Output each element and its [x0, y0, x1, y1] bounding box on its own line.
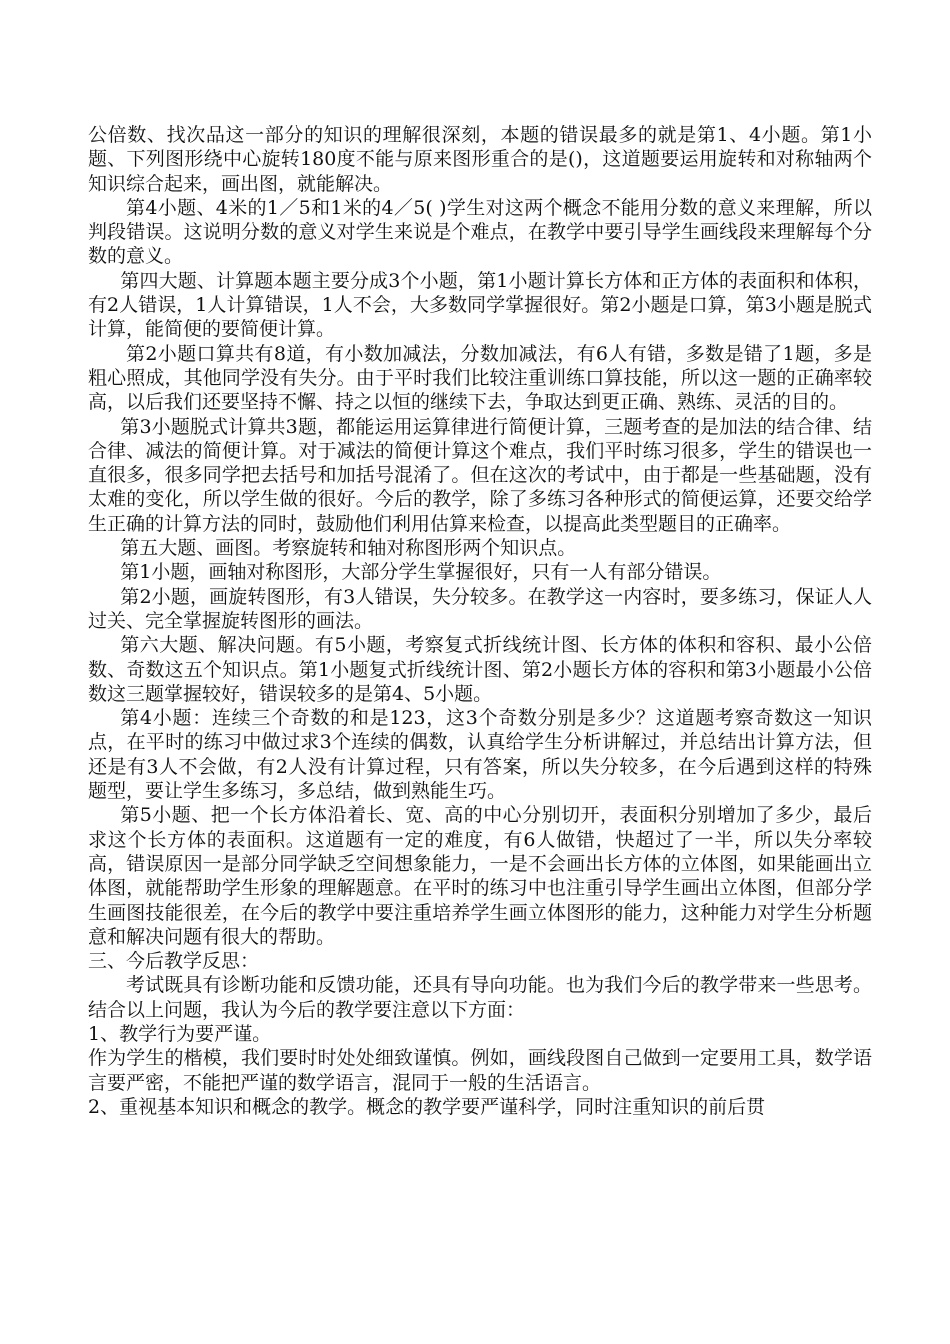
paragraph-3: 第四大题、计算题本题主要分成3个小题，第1小题计算长方体和正方体的表面积和体积，有2人错误，1人计算错误，1人不会，大多数同学掌握很好。第2小题是口算，第3小题是脱式计算，能简便的要简便计算。 [88, 269, 872, 341]
paragraph-4: 第2小题口算共有8道，有小数加减法，分数加减法，有6人有错，多数是错了1题，多是粗心照成，其他同学没有失分。由于平时我们比较注重训练口算技能，所以这一题的正确率较高，以后我们还要坚持不懈、持之以恒的继续下去，争取达到更正确、熟练、灵活的目的。 [88, 342, 872, 414]
paragraph-15: 作为学生的楷模，我们要时时处处细致谨慎。例如，画线段图自己做到一定要用工具，数学语言要严密，不能把严谨的数学语言，混同于一般的生活语言。 [88, 1047, 872, 1094]
list-item-1-heading: 1、教学行为要严谨。 [88, 1022, 272, 1045]
paragraph-7: 第1小题，画轴对称图形，大部分学生掌握很好，只有一人有部分错误。 [120, 561, 722, 584]
paragraph-9: 第六大题、解决问题。有5小题，考察复式折线统计图、长方体的体积和容积、最小公倍数、奇数这五个知识点。第1小题复式折线统计图、第2小题长方体的容积和第3小题最小公倍数这三题掌握较好，错误较多的是第4、5小题。 [88, 634, 872, 705]
paragraph-11: 第5小题、把一个长方体沿着长、宽、高的中心分别切开，表面积分别增加了多少，最后求这个长方体的表面积。这道题有一定的难度，有6人做错，快超过了一半，所以失分率较高，错误原因一是部分同学缺乏空间想象能力，一是不会画出长方体的立体图，如果能画出立体图，就能帮助学生形象的理解题意。在平时的练习中也注重引导学生画出立体图，但部分学生画图技能很差，在今后的教学中要注重培养学生画立体图形的能力，这种能力对学生分析题意和解决问题有很大的帮助。 [88, 804, 872, 948]
paragraph-5: 第3小题脱式计算共3题，都能运用运算律进行简便计算，三题考查的是加法的结合律、结合律、减法的简便计算。对于减法的简便计算这个难点，我们平时练习很多，学生的错误也一直很多，很多同学把去括号和加括号混淆了。但在这次的考试中，由于都是一些基础题，没有太难的变化，所以学生做的很好。今后的教学，除了多练习各种形式的简便运算，还要交给学生正确的计算方法的同时，鼓励他们利用估算来检查，以提高此类型题目的正确率。 [88, 415, 872, 535]
list-item-2-heading: 2、重视基本知识和概念的教学。概念的教学要严谨科学，同时注重知识的前后贯 [88, 1095, 766, 1118]
paragraph-8: 第2小题，画旋转图形，有3人错误，失分较多。在教学这一内容时，要多练习，保证人人过关、完全掌握旋转图形的画法。 [88, 585, 872, 632]
paragraph-13: 考试既具有诊断功能和反馈功能，还具有导向功能。也为我们今后的教学带来一些思考。结合以上问题，我认为今后的教学要注意以下方面： [88, 974, 872, 1021]
document-body [88, 123, 872, 1119]
paragraph-6: 第五大题、画图。考察旋转和轴对称图形两个知识点。 [120, 537, 577, 560]
section-heading: 三、今后教学反思： [88, 950, 260, 973]
paragraph-1: 公倍数、找次品这一部分的知识的理解很深刻，本题的错误最多的就是第1、4小题。第1小题、下列图形绕中心旋转180度不能与原来图形重合的是()，这道题要运用旋转和对称轴两个知识综合起来，画出图，就能解决。 [88, 124, 872, 195]
paragraph-10: 第4小题：连续三个奇数的和是123，这3个奇数分别是多少？这道题考察奇数这一知识点，在平时的练习中做过求3个连续的偶数，认真给学生分析讲解过，并总结出计算方法，但还是有3人不会做，有2人没有计算过程，只有答案，所以失分较多，在今后遇到这样的特殊题型，要让学生多练习，多总结，做到熟能生巧。 [88, 707, 872, 803]
paragraph-2: 第4小题、4米的1／5和1米的4／5( )学生对这两个概念不能用分数的意义来理解，所以判段错误。这说明分数的意义对学生来说是个难点，在教学中要引导学生画线段来理解每个分数的意义。 [88, 196, 872, 268]
